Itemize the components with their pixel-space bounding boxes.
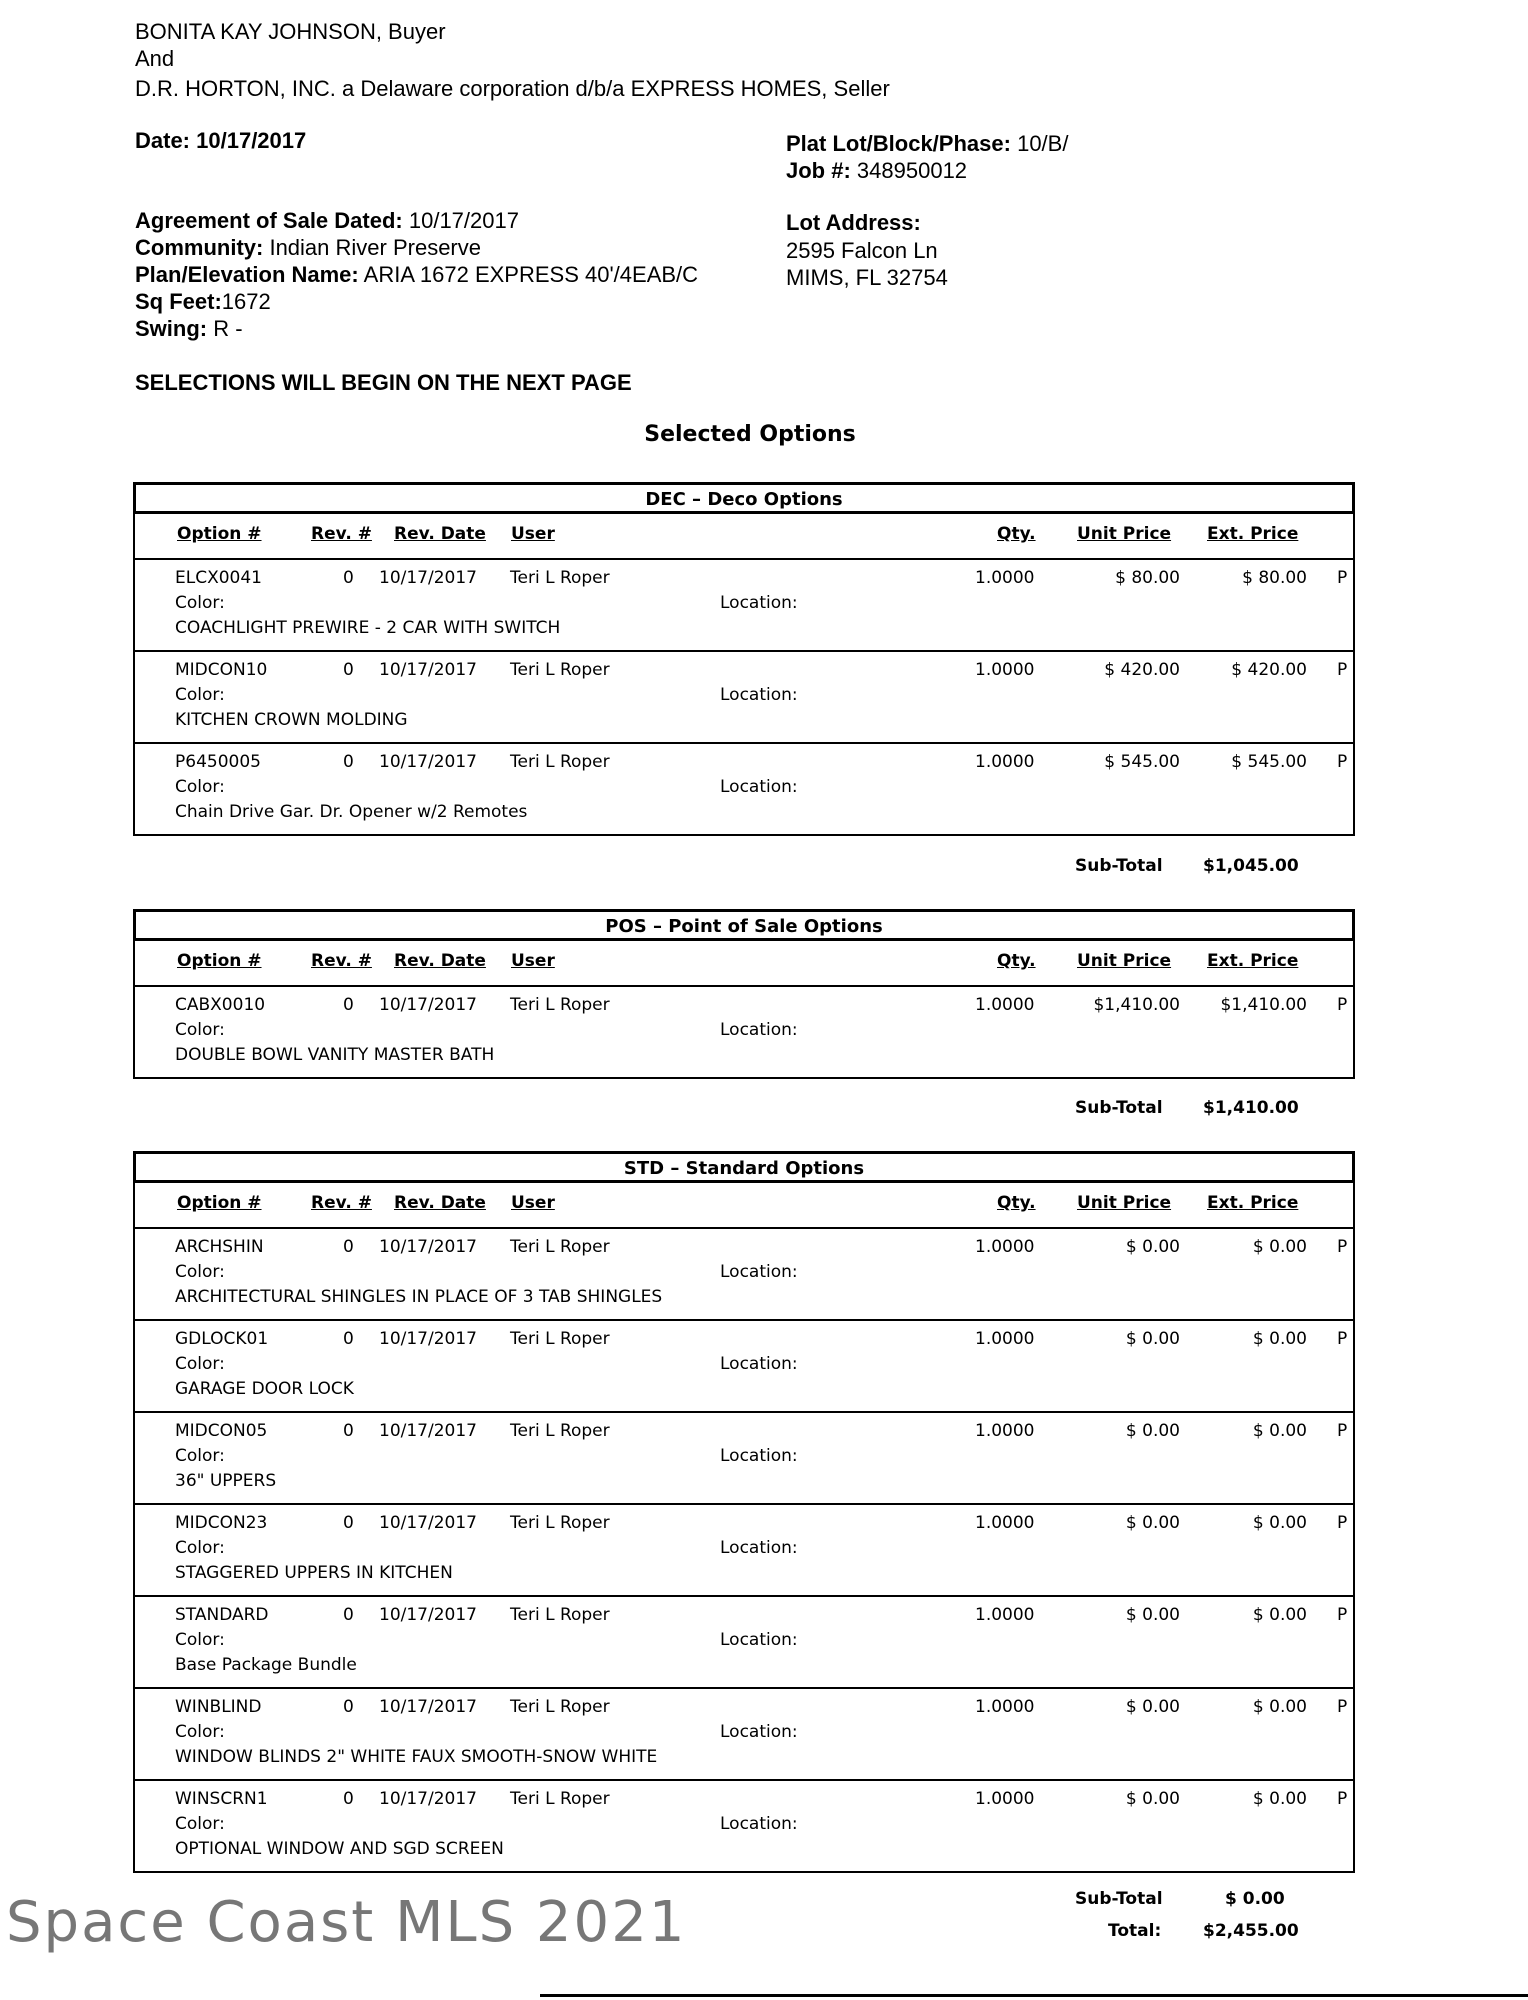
option-code: MIDCON23	[175, 1513, 268, 1533]
status-flag: P	[1337, 995, 1348, 1015]
option-code: CABX0010	[175, 995, 266, 1015]
column-header-qty: Qty.	[997, 524, 1036, 544]
revision-date: 10/17/2017	[379, 995, 477, 1015]
plan-label: Plan/Elevation Name:	[135, 262, 359, 287]
option-row	[135, 1781, 1353, 1871]
quantity: 1.0000	[975, 1697, 1035, 1717]
quantity: 1.0000	[975, 752, 1035, 772]
location-label: Location:	[720, 1446, 798, 1466]
revision-date: 10/17/2017	[379, 1697, 477, 1717]
user-name: Teri L Roper	[510, 752, 610, 772]
unit-price: $ 0.00	[1125, 1513, 1180, 1533]
status-flag: P	[1337, 1237, 1348, 1257]
option-row	[135, 1597, 1353, 1689]
status-flag: P	[1337, 1697, 1348, 1717]
option-row	[135, 1229, 1353, 1321]
status-flag: P	[1337, 1421, 1348, 1441]
status-flag: P	[1337, 568, 1348, 588]
plan-value: ARIA 1672 EXPRESS 40'/4EAB/C	[363, 262, 699, 287]
community-label: Community:	[135, 235, 264, 260]
user-name: Teri L Roper	[510, 568, 610, 588]
revision-date: 10/17/2017	[379, 1329, 477, 1349]
section-point-of-sale-options	[133, 909, 1355, 1079]
location-label: Location:	[720, 777, 798, 797]
option-row	[135, 744, 1353, 834]
ext-price: $ 80.00	[1242, 568, 1307, 588]
column-header-rev-date: Rev. Date	[394, 524, 486, 544]
quantity: 1.0000	[975, 1513, 1035, 1533]
location-label: Location:	[720, 1354, 798, 1374]
location-label: Location:	[720, 1538, 798, 1558]
revision-number: 0	[343, 660, 354, 680]
subtotal-label: Sub-Total	[1075, 856, 1163, 876]
option-row	[135, 1321, 1353, 1413]
option-description: Base Package Bundle	[175, 1655, 357, 1675]
plan-row	[135, 261, 698, 288]
quantity: 1.0000	[975, 1237, 1035, 1257]
unit-price: $ 80.00	[1115, 568, 1180, 588]
color-label: Color:	[175, 685, 225, 705]
quantity: 1.0000	[975, 660, 1035, 680]
revision-date: 10/17/2017	[379, 1237, 477, 1257]
location-label: Location:	[720, 593, 798, 613]
option-row	[135, 1689, 1353, 1781]
revision-date: 10/17/2017	[379, 568, 477, 588]
unit-price: $ 0.00	[1125, 1237, 1180, 1257]
revision-number: 0	[343, 1697, 354, 1717]
revision-number: 0	[343, 1789, 354, 1809]
column-header-user: User	[511, 951, 555, 971]
unit-price: $ 0.00	[1125, 1697, 1180, 1717]
agreement-row	[135, 207, 519, 234]
job-value: 348950012	[856, 158, 968, 183]
selections-notice: SELECTIONS WILL BEGIN ON THE NEXT PAGE	[135, 370, 632, 395]
status-flag: P	[1337, 1789, 1348, 1809]
user-name: Teri L Roper	[510, 1421, 610, 1441]
color-label: Color:	[175, 1538, 225, 1558]
column-header-user: User	[511, 1193, 555, 1213]
selected-options-title: Selected Options	[644, 422, 856, 447]
unit-price: $1,410.00	[1093, 995, 1180, 1015]
location-label: Location:	[720, 1722, 798, 1742]
section-deco-options	[133, 482, 1355, 836]
column-header-rev: Rev. #	[311, 951, 372, 971]
total-label: Total:	[1108, 1921, 1162, 1941]
option-description: OPTIONAL WINDOW AND SGD SCREEN	[175, 1839, 504, 1859]
column-header-option: Option #	[177, 524, 262, 544]
location-label: Location:	[720, 1814, 798, 1834]
color-label: Color:	[175, 593, 225, 613]
column-header-rev-date: Rev. Date	[394, 951, 486, 971]
option-description: ARCHITECTURAL SHINGLES IN PLACE OF 3 TAB SHINGLES	[175, 1287, 663, 1307]
plat-value: 10/B/	[1017, 131, 1069, 156]
and-line: And	[135, 46, 175, 71]
option-description: KITCHEN CROWN MOLDING	[175, 710, 408, 730]
user-name: Teri L Roper	[510, 1237, 610, 1257]
column-header-unit-price: Unit Price	[1077, 951, 1172, 971]
section-title: STD – Standard Options	[133, 1151, 1355, 1183]
column-header-ext-price: Ext. Price	[1207, 524, 1299, 544]
column-header-row	[135, 941, 1353, 987]
option-row	[135, 652, 1353, 744]
column-header-row	[135, 514, 1353, 560]
revision-number: 0	[343, 568, 354, 588]
user-name: Teri L Roper	[510, 1789, 610, 1809]
seller-line: D.R. HORTON, INC. a Delaware corporation d/b/a EXPRESS HOMES, Seller	[135, 76, 890, 101]
ext-price: $1,410.00	[1220, 995, 1307, 1015]
column-header-qty: Qty.	[997, 1193, 1036, 1213]
sqft-value: 1672	[221, 289, 271, 314]
user-name: Teri L Roper	[510, 1329, 610, 1349]
total-value: $2,455.00	[1203, 1921, 1299, 1941]
column-header-row	[135, 1183, 1353, 1229]
status-flag: P	[1337, 752, 1348, 772]
ext-price: $ 0.00	[1252, 1421, 1307, 1441]
quantity: 1.0000	[975, 1421, 1035, 1441]
location-label: Location:	[720, 1630, 798, 1650]
revision-number: 0	[343, 1421, 354, 1441]
quantity: 1.0000	[975, 995, 1035, 1015]
option-code: WINSCRN1	[175, 1789, 268, 1809]
quantity: 1.0000	[975, 1605, 1035, 1625]
status-flag: P	[1337, 1329, 1348, 1349]
revision-date: 10/17/2017	[379, 752, 477, 772]
job-row	[786, 157, 967, 184]
quantity: 1.0000	[975, 1329, 1035, 1349]
revision-date: 10/17/2017	[379, 660, 477, 680]
option-row	[135, 1413, 1353, 1505]
option-code: P6450005	[175, 752, 261, 772]
option-row	[135, 987, 1353, 1077]
location-label: Location:	[720, 685, 798, 705]
option-code: ELCX0041	[175, 568, 262, 588]
location-label: Location:	[720, 1020, 798, 1040]
swing-row	[135, 315, 243, 342]
color-label: Color:	[175, 1262, 225, 1282]
buyer-line: BONITA KAY JOHNSON, Buyer	[135, 19, 446, 44]
ext-price: $ 0.00	[1252, 1329, 1307, 1349]
agreement-label: Agreement of Sale Dated:	[135, 208, 403, 233]
option-description: Chain Drive Gar. Dr. Opener w/2 Remotes	[175, 802, 528, 822]
column-header-ext-price: Ext. Price	[1207, 951, 1299, 971]
column-header-rev-date: Rev. Date	[394, 1193, 486, 1213]
status-flag: P	[1337, 1605, 1348, 1625]
community-value: Indian River Preserve	[269, 235, 481, 260]
status-flag: P	[1337, 1513, 1348, 1533]
option-row	[135, 560, 1353, 652]
agreement-value: 10/17/2017	[408, 208, 519, 233]
column-header-user: User	[511, 524, 555, 544]
unit-price: $ 0.00	[1125, 1329, 1180, 1349]
ext-price: $ 0.00	[1252, 1237, 1307, 1257]
option-description: DOUBLE BOWL VANITY MASTER BATH	[175, 1045, 495, 1065]
ext-price: $ 0.00	[1252, 1789, 1307, 1809]
swing-label: Swing:	[135, 316, 208, 341]
subtotal-label: Sub-Total	[1075, 1889, 1163, 1909]
revision-number: 0	[343, 1237, 354, 1257]
section-standard-options	[133, 1151, 1355, 1873]
column-header-ext-price: Ext. Price	[1207, 1193, 1299, 1213]
column-header-option: Option #	[177, 1193, 262, 1213]
revision-number: 0	[343, 995, 354, 1015]
subtotal-value: $1,410.00	[1203, 1098, 1299, 1118]
option-code: WINBLIND	[175, 1697, 262, 1717]
option-description: 36" UPPERS	[175, 1471, 277, 1491]
column-header-option: Option #	[177, 951, 262, 971]
status-flag: P	[1337, 660, 1348, 680]
user-name: Teri L Roper	[510, 1513, 610, 1533]
option-code: ARCHSHIN	[175, 1237, 264, 1257]
color-label: Color:	[175, 777, 225, 797]
user-name: Teri L Roper	[510, 660, 610, 680]
quantity: 1.0000	[975, 1789, 1035, 1809]
bottom-rule	[540, 1994, 1528, 1997]
ext-price: $ 0.00	[1252, 1697, 1307, 1717]
swing-value: R -	[213, 316, 243, 341]
location-label: Location:	[720, 1262, 798, 1282]
option-description: WINDOW BLINDS 2" WHITE FAUX SMOOTH-SNOW WHITE	[175, 1747, 658, 1767]
option-description: GARAGE DOOR LOCK	[175, 1379, 354, 1399]
section-title: DEC – Deco Options	[133, 482, 1355, 514]
sqft-label: Sq Feet:	[135, 289, 222, 314]
column-header-unit-price: Unit Price	[1077, 1193, 1172, 1213]
column-header-rev: Rev. #	[311, 524, 372, 544]
revision-date: 10/17/2017	[379, 1513, 477, 1533]
job-label: Job #:	[786, 158, 851, 183]
unit-price: $ 420.00	[1104, 660, 1180, 680]
color-label: Color:	[175, 1814, 225, 1834]
unit-price: $ 0.00	[1125, 1421, 1180, 1441]
color-label: Color:	[175, 1722, 225, 1742]
user-name: Teri L Roper	[510, 1697, 610, 1717]
option-description: COACHLIGHT PREWIRE - 2 CAR WITH SWITCH	[175, 618, 561, 638]
lot-address-label: Lot Address:	[786, 210, 921, 235]
option-code: MIDCON05	[175, 1421, 268, 1441]
ext-price: $ 0.00	[1252, 1513, 1307, 1533]
option-row	[135, 1505, 1353, 1597]
revision-number: 0	[343, 752, 354, 772]
date-row	[135, 127, 306, 154]
lot-address-line2: MIMS, FL 32754	[786, 265, 948, 290]
date-label: Date:	[135, 128, 191, 153]
plat-row	[786, 130, 1068, 157]
date-value: 10/17/2017	[196, 128, 307, 153]
user-name: Teri L Roper	[510, 1605, 610, 1625]
unit-price: $ 545.00	[1104, 752, 1180, 772]
column-header-unit-price: Unit Price	[1077, 524, 1172, 544]
quantity: 1.0000	[975, 568, 1035, 588]
sqft-row	[135, 288, 271, 315]
revision-date: 10/17/2017	[379, 1789, 477, 1809]
option-description: STAGGERED UPPERS IN KITCHEN	[175, 1563, 453, 1583]
revision-date: 10/17/2017	[379, 1605, 477, 1625]
ext-price: $ 420.00	[1231, 660, 1307, 680]
option-code: MIDCON10	[175, 660, 268, 680]
option-code: GDLOCK01	[175, 1329, 269, 1349]
community-row	[135, 234, 481, 261]
ext-price: $ 0.00	[1252, 1605, 1307, 1625]
ext-price: $ 545.00	[1231, 752, 1307, 772]
unit-price: $ 0.00	[1125, 1605, 1180, 1625]
revision-date: 10/17/2017	[379, 1421, 477, 1441]
column-header-rev: Rev. #	[311, 1193, 372, 1213]
revision-number: 0	[343, 1605, 354, 1625]
revision-number: 0	[343, 1513, 354, 1533]
user-name: Teri L Roper	[510, 995, 610, 1015]
lot-address-line1: 2595 Falcon Ln	[786, 238, 938, 263]
watermark: Space Coast MLS 2021	[6, 1890, 687, 1955]
color-label: Color:	[175, 1020, 225, 1040]
subtotal-value: $1,045.00	[1203, 856, 1299, 876]
plat-label: Plat Lot/Block/Phase:	[786, 131, 1011, 156]
subtotal-value: $ 0.00	[1225, 1889, 1285, 1909]
color-label: Color:	[175, 1446, 225, 1466]
revision-number: 0	[343, 1329, 354, 1349]
color-label: Color:	[175, 1630, 225, 1650]
color-label: Color:	[175, 1354, 225, 1374]
option-code: STANDARD	[175, 1605, 269, 1625]
section-title: POS – Point of Sale Options	[133, 909, 1355, 941]
subtotal-label: Sub-Total	[1075, 1098, 1163, 1118]
unit-price: $ 0.00	[1125, 1789, 1180, 1809]
column-header-qty: Qty.	[997, 951, 1036, 971]
